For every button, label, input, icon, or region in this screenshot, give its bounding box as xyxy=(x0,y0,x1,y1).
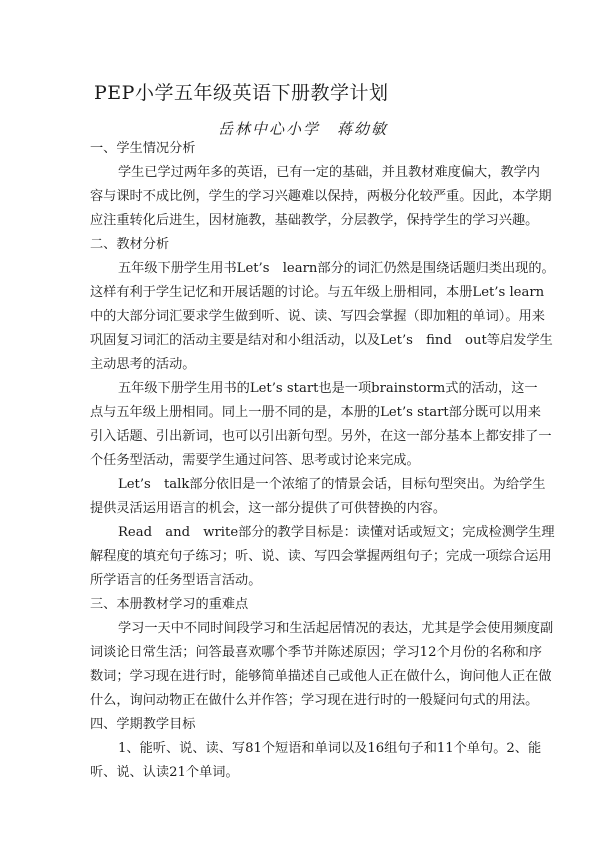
paragraph-line: 词谈论日常生活；问答最喜欢哪个季节并陈述原因；学习12个月份的名称和序 xyxy=(90,645,542,660)
paragraph-line: 引入话题、引出新词，也可以引出新句型。另外，在这一部分基本上都安排了一 xyxy=(90,429,552,444)
paragraph-line: 数词；学习现在进行时，能够简单描述自己或他人正在做什么，询问他人正在做 xyxy=(90,669,552,684)
paragraph-line: 五年级下册学生用书的Let’s start也是一项brainstorm式的活动，这一 xyxy=(118,381,538,396)
section-heading-key-difficulties: 三、本册教材学习的重难点 xyxy=(90,597,249,612)
paragraph-line: 五年级下册学生用书Let’s learn部分的词汇仍然是围绕话题归类出现的。 xyxy=(118,261,555,276)
paragraph-line: 这样有利于学生记忆和开展话题的讨论。与五年级上册相同，本册Let’s learn xyxy=(90,285,545,300)
paragraph-line: 提供灵活运用语言的机会，这一部分提供了可供替换的内容。 xyxy=(90,501,447,516)
paragraph-line: 巩固复习词汇的活动主要是结对和小组活动，以及Let’s find out等启发学生 xyxy=(90,333,553,348)
paragraph-line: 点与五年级上册相同。同上一册不同的是，本册的Let’s start部分既可以用来 xyxy=(90,405,541,420)
paragraph-line: 学习一天中不同时间段学习和生活起居情况的表达，尤其是学会使用频度副 xyxy=(118,621,554,636)
section-heading-textbook-analysis: 二、教材分析 xyxy=(90,237,170,252)
paragraph-line: 个任务型活动，需要学生通过问答、思考或讨论来完成。 xyxy=(90,453,420,468)
paragraph-line: 主动思考的活动。 xyxy=(90,357,196,372)
paragraph-line: 解程度的填充句子练习；听、说、读、写四会掌握两组句子；完成一项综合运用 xyxy=(90,549,552,564)
paragraph-line: 容与课时不成比例，学生的学习兴趣难以保持，两极分化较严重。因此，本学期 xyxy=(90,189,552,204)
paragraph-line: Let’s talk部分依旧是一个浓缩了的情景会话，目标句型突出。为给学生 xyxy=(118,477,546,492)
document-title: PEP小学五年级英语下册教学计划 xyxy=(94,82,389,104)
document-subtitle: 岳林中心小学 蒋幼敏 xyxy=(218,120,389,138)
paragraph-line: 1、能听、说、读、写81个短语和单词以及16组句子和11个单句。2、能 xyxy=(118,741,542,756)
paragraph-line: 所学语言的任务型语言活动。 xyxy=(90,573,262,588)
paragraph-line: 听、说、认读21个单词。 xyxy=(90,765,239,780)
paragraph-line: 学生已学过两年多的英语，已有一定的基础，并且教材难度偏大，教学内 xyxy=(118,165,540,180)
section-heading-semester-goals: 四、学期教学目标 xyxy=(90,717,196,732)
paragraph-line: 中的大部分词汇要求学生做到听、说、读、写四会掌握（即加粗的单词）。用来 xyxy=(90,309,545,324)
paragraph-line: 应注重转化后进生，因材施教，基础教学，分层教学，保持学生的学习兴趣。 xyxy=(90,213,539,228)
section-heading-student-analysis: 一、学生情况分析 xyxy=(90,141,196,156)
paragraph-line: Read and write部分的教学目标是：读懂对话或短文；完成检测学生理 xyxy=(118,525,555,540)
paragraph-line: 什么，询问动物正在做什么并作答；学习现在进行时的一般疑问句式的用法。 xyxy=(90,693,539,708)
